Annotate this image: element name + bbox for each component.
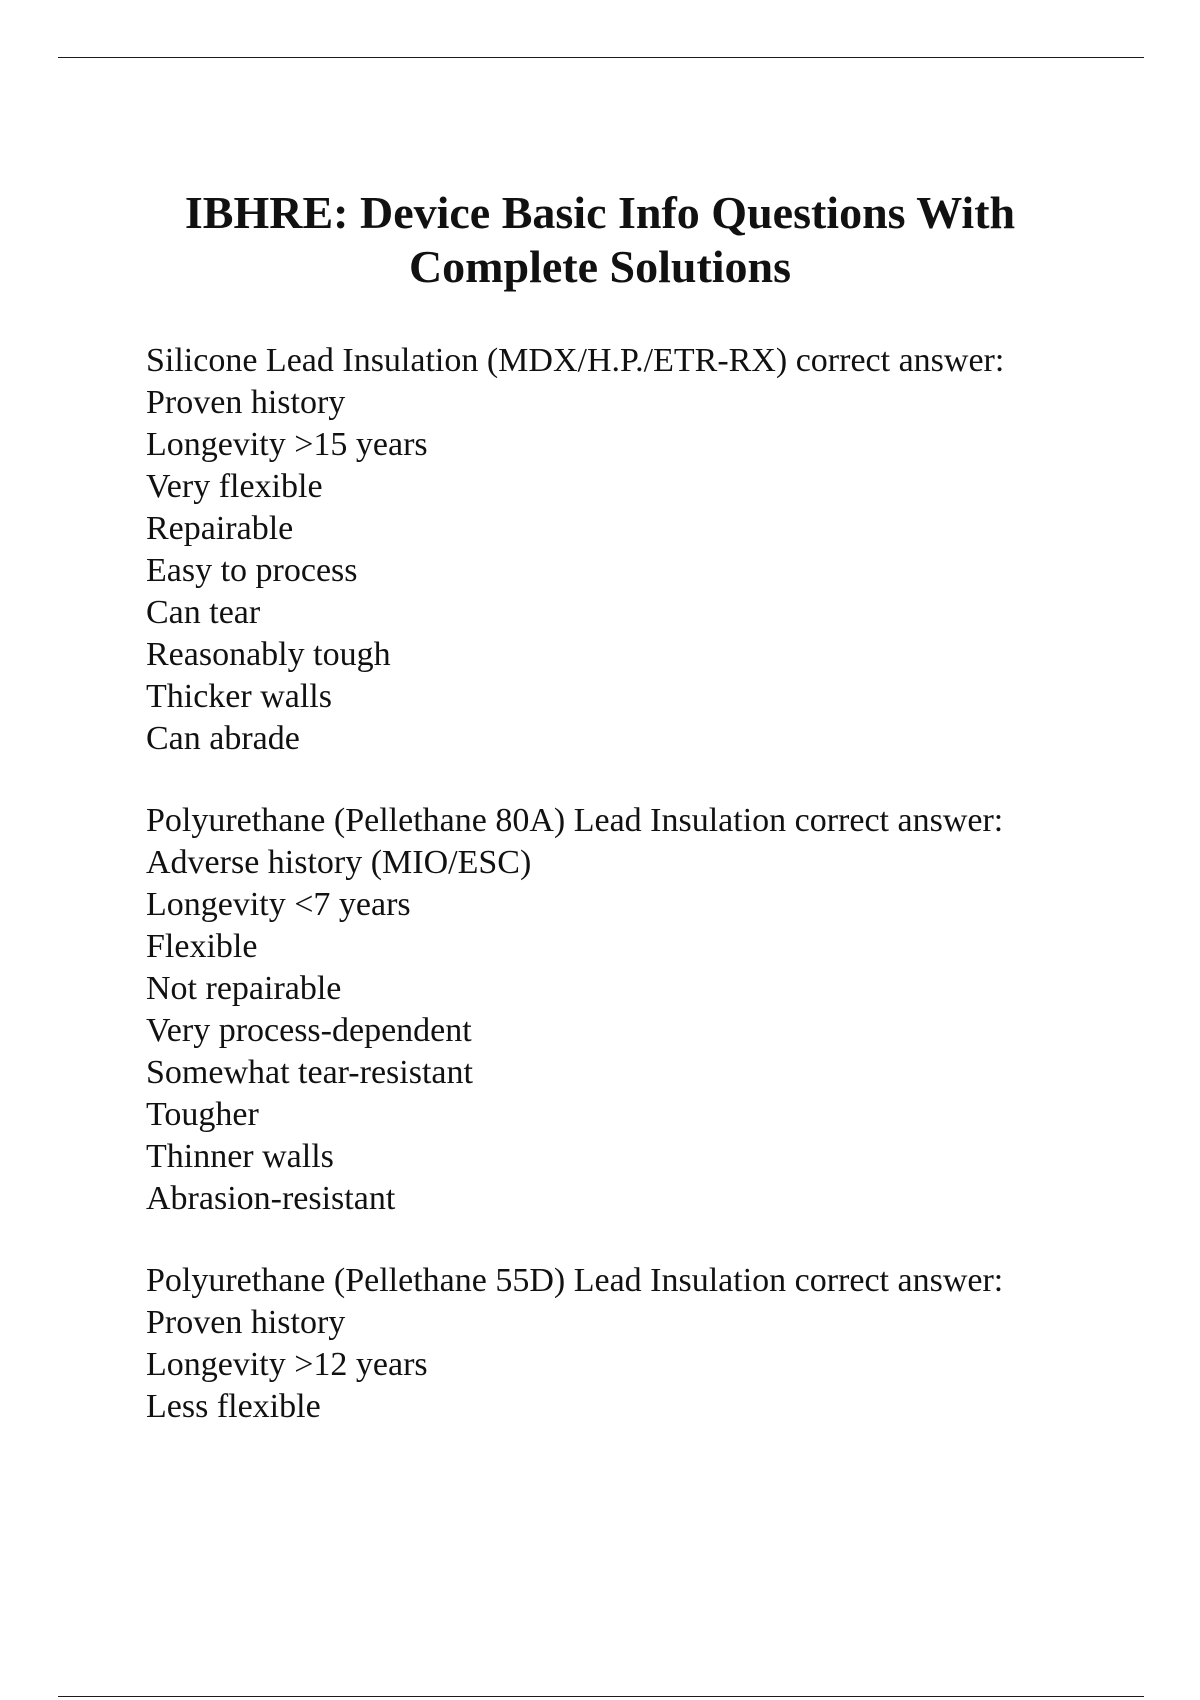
answer-item: Not repairable: [146, 970, 342, 1007]
answer-item: Easy to process: [146, 552, 358, 589]
title-line-1: IBHRE: Device Basic Info Questions With: [184, 187, 1016, 238]
answer-item: Repairable: [146, 510, 294, 547]
answer-item: Can tear: [146, 594, 261, 631]
answer-item: Proven history: [146, 1304, 346, 1341]
answer-item: Reasonably tough: [146, 636, 391, 673]
section-pellethane-55d: [146, 1260, 1146, 1428]
section-silicone: [146, 340, 1146, 760]
answer-item: Tougher: [146, 1096, 259, 1133]
answer-item: Longevity <7 years: [146, 886, 411, 923]
page-title: [100, 186, 1100, 294]
section-heading: Polyurethane (Pellethane 80A) Lead Insulation correct answer:: [146, 802, 1004, 839]
answer-item: Thicker walls: [146, 678, 332, 715]
answer-item: Proven history: [146, 384, 346, 421]
answer-item: Flexible: [146, 928, 258, 965]
document-body: [146, 340, 1146, 1468]
section-heading: Polyurethane (Pellethane 55D) Lead Insulation correct answer:: [146, 1262, 1004, 1299]
answer-item: Adverse history (MIO/ESC): [146, 844, 532, 881]
answer-item: Very flexible: [146, 468, 323, 505]
answer-item: Very process-dependent: [146, 1012, 472, 1049]
footer-rule: [58, 1696, 1144, 1697]
answer-item: Longevity >12 years: [146, 1346, 428, 1383]
answer-item: Less flexible: [146, 1388, 321, 1425]
answer-item: Longevity >15 years: [146, 426, 428, 463]
title-line-2: Complete Solutions: [408, 241, 792, 292]
answer-item: Abrasion-resistant: [146, 1180, 396, 1217]
answer-item: Somewhat tear-resistant: [146, 1054, 473, 1091]
section-pellethane-80a: [146, 800, 1146, 1220]
section-heading: Silicone Lead Insulation (MDX/H.P./ETR-RX) correct answer:: [146, 342, 1005, 379]
answer-item: Can abrade: [146, 720, 300, 757]
header-rule: [58, 57, 1144, 58]
answer-item: Thinner walls: [146, 1138, 334, 1175]
